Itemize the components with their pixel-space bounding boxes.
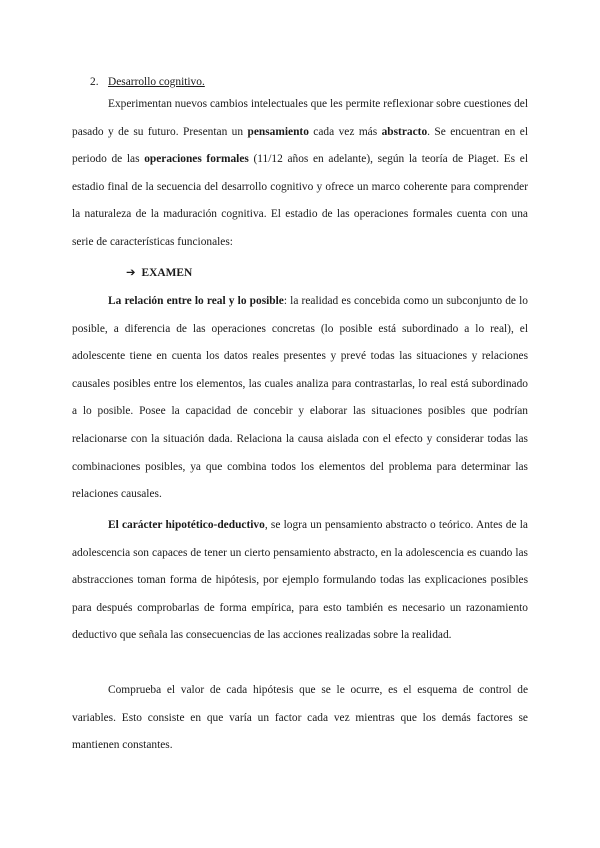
bold-term-abstracto: abstracto [381,125,428,138]
text-run: : la realidad es concebida como un subconjunto de lo posible, a diferencia de las operaciones concretas (lo posible está subordinado a lo real), el adolescente tiene en cuenta los datos reales presentes y prevé todas las situaciones y relaciones causales posibles entre los elementos, las cuales analiza para contrastarlas, lo real está subordinado a lo posible. Posee la capacidad de concebir y elaborar las situaciones posibles que podrían relacionarse con la situación dada. Relaciona la causa aislada con el efecto y considerar todas las combinaciones posibles, ya que combina todos los elementos del problema para determinar las relaciones causales. [72,295,528,501]
text-run: Comprueba el valor de cada hipótesis que se le ocurre, es el esquema de control de variables. Esto consiste en que varía un factor cada vez mientras que los demás factores se mantienen constantes. [72,684,528,752]
section-number: 2. [90,76,99,88]
text-run: Experimentan nuevos cambios intelectuales que les permite reflexionar sobre cuestiones del pasado y de su futuro. Presentan un [72,98,528,138]
bold-term-operaciones-formales: operaciones formales [144,153,249,166]
text-run: (11/12 años en adelante), según la teoría de Piaget. Es el estadio final de la secuencia del desarrollo cognitivo y ofrece un marco coherente para comprender la naturaleza de la maduración cognitiva. El estadio de las operaciones formales cuenta con una serie de características funcionales: [72,153,528,248]
paragraph-hipotetico-deductivo [72,512,528,650]
bold-term-hipotetico-deductivo: El carácter hipotético-deductivo [108,519,265,531]
text-run: cada vez más [308,125,382,138]
exam-marker [126,264,192,281]
exam-label: EXAMEN [141,267,193,279]
text-run: . Se encuentran en el periodo de las [72,125,529,166]
section-title: Desarrollo cognitivo. [108,76,205,88]
bold-term-real-posible: La relación entre lo real y lo posible [108,295,284,307]
bold-term-pensamiento: pensamiento [247,125,309,138]
paragraph-control-variables [72,677,528,760]
section-heading [90,74,205,90]
text-run: , se logra un pensamiento abstracto o teórico. Antes de la adolescencia son capaces de tener un cierto pensamiento abstracto, en la adolescencia es cuando las abstracciones toman forma de hipótesis, por ejemplo formulando todas las explicaciones posibles para después comprobarlas de forma empírica, para esto también es necesario un razonamiento deductivo que señala las consecuencias de las acciones realizadas sobre la realidad. [72,519,528,642]
paragraph-intro [72,91,528,257]
paragraph-real-posible [72,288,528,509]
arrow-right-icon: ➔ [126,265,136,279]
